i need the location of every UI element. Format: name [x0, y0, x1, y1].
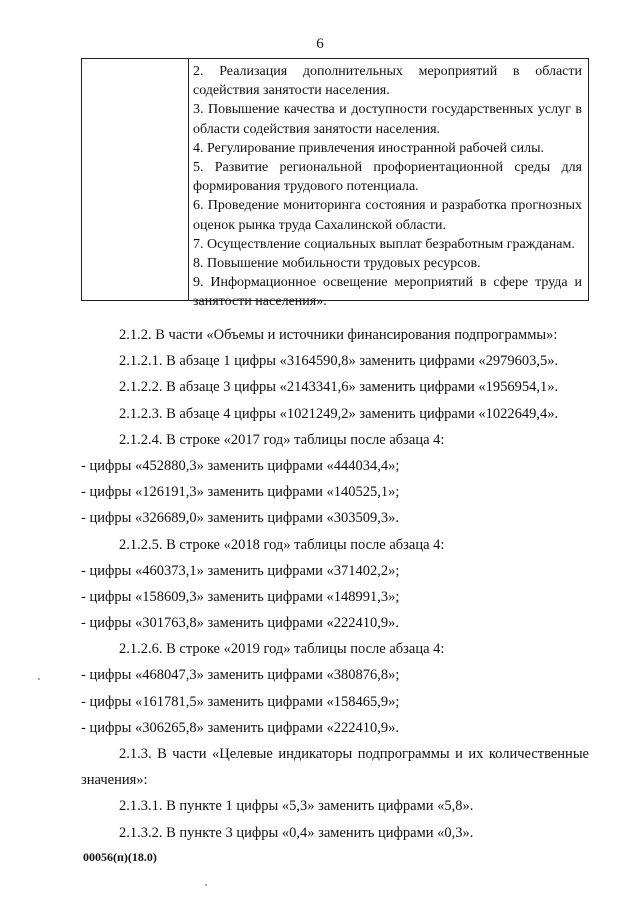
- tasks-table: [81, 58, 589, 310]
- paragraph: 2.1.2.6. В строке «2019 год» таблицы после абзаца 4:: [119, 641, 445, 658]
- document-code: 00056(п)(18.0): [83, 850, 157, 864]
- paragraph: 2.1.2.1. В абзаце 1 цифры «3164590,8» заменить цифрами «2979603,5».: [119, 353, 559, 370]
- task-item: 3. Повышение качества и доступности государственных услуг в области содействия занятости населения.: [193, 102, 582, 137]
- task-item: 4. Регулирование привлечения иностранной рабочей силы.: [193, 140, 545, 156]
- list-item: - цифры «301763,8» заменить цифрами «222410,9».: [81, 615, 400, 632]
- list-item: - цифры «326689,0» заменить цифрами «303509,3».: [81, 510, 400, 527]
- list-item: - цифры «460373,1» заменить цифрами «371402,2»;: [81, 562, 400, 579]
- paragraph: 2.1.2.4. В строке «2017 год» таблицы после абзаца 4:: [119, 431, 445, 448]
- list-item: - цифры «158609,3» заменить цифрами «148991,3»;: [81, 588, 400, 605]
- list-item: - цифры «161781,5» заменить цифрами «158465,9»;: [81, 693, 400, 710]
- task-item: 8. Повышение мобильности трудовых ресурсов.: [193, 256, 481, 272]
- paragraph-text: 2.1.3. В части «Целевые индикаторы подпрограммы и их количественные значения»:: [81, 746, 589, 789]
- list-item: - цифры «468047,3» заменить цифрами «380876,8»;: [81, 667, 400, 684]
- table-left-cell: [82, 59, 189, 300]
- paragraph: 2.1.3.1. В пункте 1 цифры «5,3» заменить цифрами «5,8».: [119, 798, 474, 815]
- amendments-body: [81, 322, 589, 846]
- scan-speck: [38, 678, 40, 680]
- list-item: - цифры «306265,8» заменить цифрами «222410,9».: [81, 719, 400, 736]
- task-item: 9. Информационное освещение мероприятий в сфере труда и занятости населения».: [193, 275, 582, 310]
- list-item: - цифры «126191,3» заменить цифрами «140525,1»;: [81, 484, 400, 501]
- table-right-cell: [189, 59, 588, 310]
- paragraph: 2.1.3.2. В пункте 3 цифры «0,4» заменить цифрами «0,3».: [119, 824, 474, 841]
- task-item: 5. Развитие региональной профориентационной среды для формирования трудового потенциала.: [193, 160, 582, 195]
- page-number: 6: [316, 36, 324, 52]
- list-item: - цифры «452880,3» заменить цифрами «444034,4»;: [81, 457, 400, 474]
- scan-speck: [205, 884, 207, 886]
- paragraph: 2.1.2.2. В абзаце 3 цифры «2143341,6» заменить цифрами «1956954,1».: [119, 379, 559, 396]
- paragraph: 2.1.2. В части «Объемы и источники финансирования подпрограммы»:: [119, 327, 558, 343]
- paragraph: [81, 741, 589, 793]
- task-item: 2. Реализация дополнительных мероприятий в области содействия занятости населения.: [193, 64, 582, 99]
- paragraph: 2.1.2.3. В абзаце 4 цифры «1021249,2» заменить цифрами «1022649,4».: [119, 405, 559, 422]
- paragraph: 2.1.2.5. В строке «2018 год» таблицы после абзаца 4:: [119, 536, 445, 553]
- task-item: 6. Проведение мониторинга состояния и разработка прогнозных оценок рынка труда Сахалинской области.: [193, 198, 582, 233]
- task-item: 7. Осуществление социальных выплат безработным гражданам.: [193, 236, 575, 252]
